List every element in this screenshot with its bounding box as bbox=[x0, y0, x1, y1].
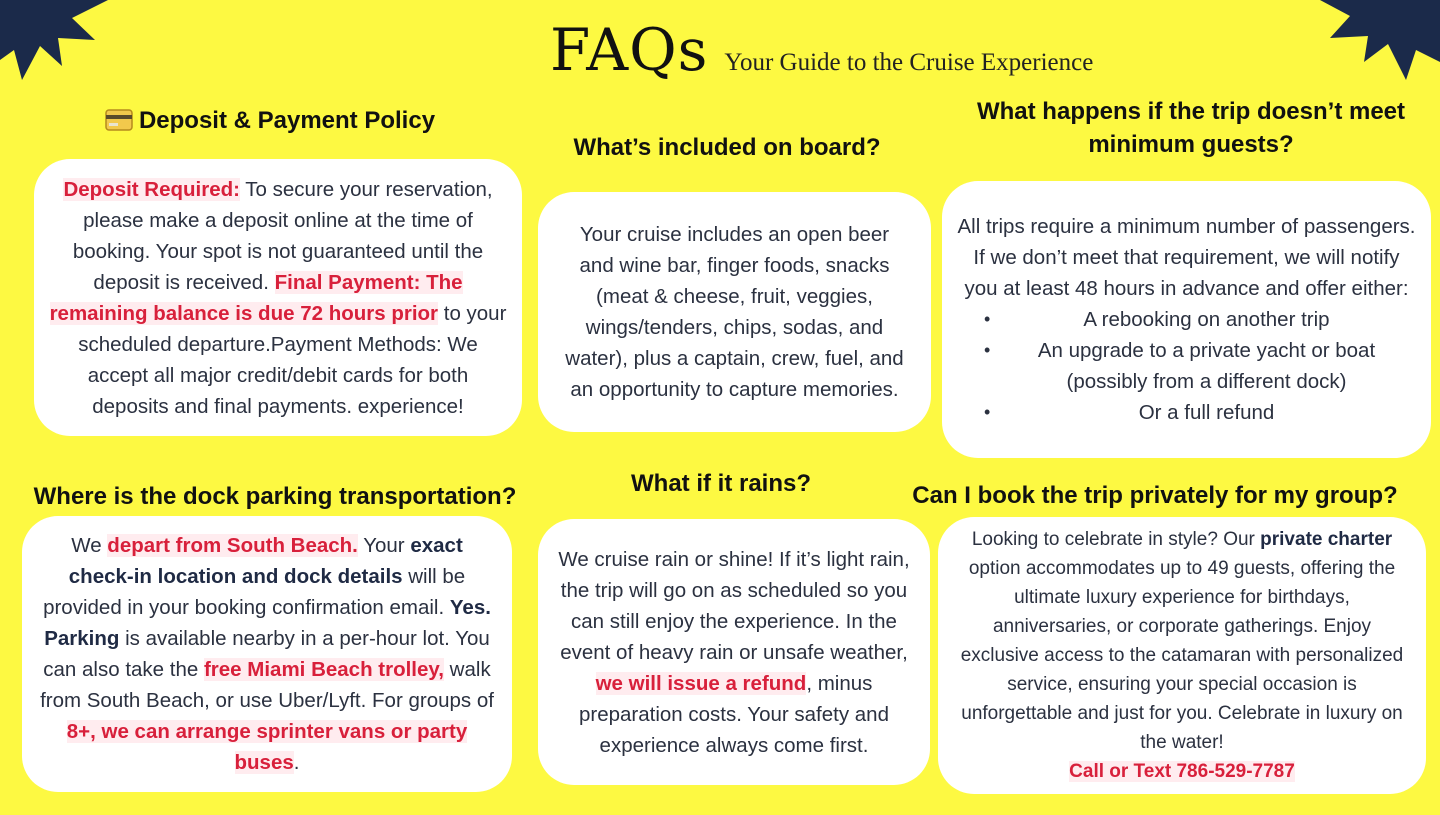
corner-starburst-right bbox=[1320, 0, 1440, 80]
refund-highlight: we will issue a refund bbox=[595, 671, 807, 695]
deposit-heading bbox=[60, 104, 480, 137]
call-or-text-link[interactable]: Call or Text 786-529-7787 bbox=[1069, 761, 1295, 782]
rain-text-2: , minus preparation costs. Your safety and experience always come first. bbox=[579, 671, 889, 757]
trolley-highlight: free Miami Beach trolley, bbox=[203, 658, 444, 681]
included-heading: What’s included on board? bbox=[573, 134, 881, 161]
page-subtitle: Your Guide to the Cruise Experience bbox=[724, 49, 1094, 76]
dock-text-3: will be provided in your booking confirmation email. bbox=[43, 565, 466, 619]
final-payment-label: Final Payment: The remaining balance is due 72 hours prior bbox=[49, 270, 463, 325]
page-header bbox=[550, 16, 1093, 84]
deposit-text-2: to your scheduled departure.Payment Methods: We accept all major credit/debit cards for both deposits and final payments. experience! bbox=[78, 301, 507, 418]
minimum-card bbox=[942, 181, 1431, 458]
contact-cta[interactable] bbox=[954, 757, 1410, 786]
included-text: Your cruise includes an open beer and wine bar, finger foods, snacks (meat & cheese, fruit, veggies, wings/tenders, chips, sodas, and water), plus a captain, crew, fuel, and an opportunity to capture memories. bbox=[565, 223, 904, 401]
deposit-text-1: To secure your reservation, please make a deposit online at the time of booking. Your spot is not guaranteed until the deposit is received. bbox=[72, 177, 493, 294]
minimum-heading: What happens if the trip doesn’t meet minimum guests? bbox=[976, 98, 1406, 158]
minimum-text: All trips require a minimum number of passengers. If we don’t meet that requirement, we will notify you at least 48 hours in advance and offer either: bbox=[957, 215, 1416, 300]
dock-text-4: is available nearby in a per-hour lot. You can also take the bbox=[43, 627, 490, 681]
deposit-required-label: Deposit Required: bbox=[63, 177, 240, 201]
deposit-text bbox=[48, 174, 508, 422]
deposit-heading-text: Deposit & Payment Policy bbox=[138, 107, 436, 134]
private-text-1: Looking to celebrate in style? Our bbox=[971, 529, 1261, 550]
checkin-bold: exact check-in location and dock details bbox=[68, 534, 463, 588]
dock-card bbox=[22, 516, 512, 792]
list-item: • An upgrade to a private yacht or boat (possibly from a different dock) bbox=[956, 335, 1417, 397]
list-item: • Or a full refund bbox=[956, 397, 1417, 428]
dock-heading: Where is the dock parking transportation? bbox=[33, 483, 517, 510]
parking-bold: Yes. Parking bbox=[44, 596, 491, 650]
rain-card bbox=[538, 519, 930, 785]
dock-text-2: Your bbox=[357, 534, 411, 557]
minimum-options-list bbox=[956, 304, 1417, 428]
corner-starburst-left bbox=[0, 0, 110, 80]
dock-text-6: . bbox=[293, 751, 300, 774]
deposit-card bbox=[34, 159, 522, 436]
page-title: FAQs bbox=[550, 16, 709, 84]
private-text bbox=[954, 525, 1410, 757]
dock-text bbox=[36, 530, 498, 778]
private-text-2: option accommodates up to 49 guests, offering the ultimate luxury experience for birthdays, anniversaries, or corporate gatherings. Enjoy exclusive access to the catamaran with personalized service, ensuring your special occasion is unforgettable and just for you. Celebrate in luxury on the water! bbox=[960, 558, 1404, 753]
rain-text-1: We cruise rain or shine! If it’s light rain, the trip will go on as scheduled so you can still enjoy the experience. In the event of heavy rain or unsafe weather, bbox=[558, 547, 910, 664]
depart-highlight: depart from South Beach. bbox=[107, 534, 358, 557]
rain-heading: What if it rains? bbox=[631, 470, 811, 497]
private-heading: Can I book the trip privately for my group? bbox=[912, 482, 1398, 509]
credit-card-icon bbox=[105, 109, 133, 131]
private-card bbox=[938, 517, 1426, 794]
dock-text-5: walk from South Beach, or use Uber/Lyft. For groups of bbox=[40, 658, 494, 712]
list-item: • A rebooking on another trip bbox=[956, 304, 1417, 335]
groups-highlight: 8+, we can arrange sprinter vans or party buses bbox=[66, 720, 468, 774]
rain-text bbox=[548, 544, 920, 761]
dock-text-1: We bbox=[71, 534, 108, 557]
included-card bbox=[538, 192, 931, 432]
private-charter-bold: private charter bbox=[1260, 529, 1393, 550]
